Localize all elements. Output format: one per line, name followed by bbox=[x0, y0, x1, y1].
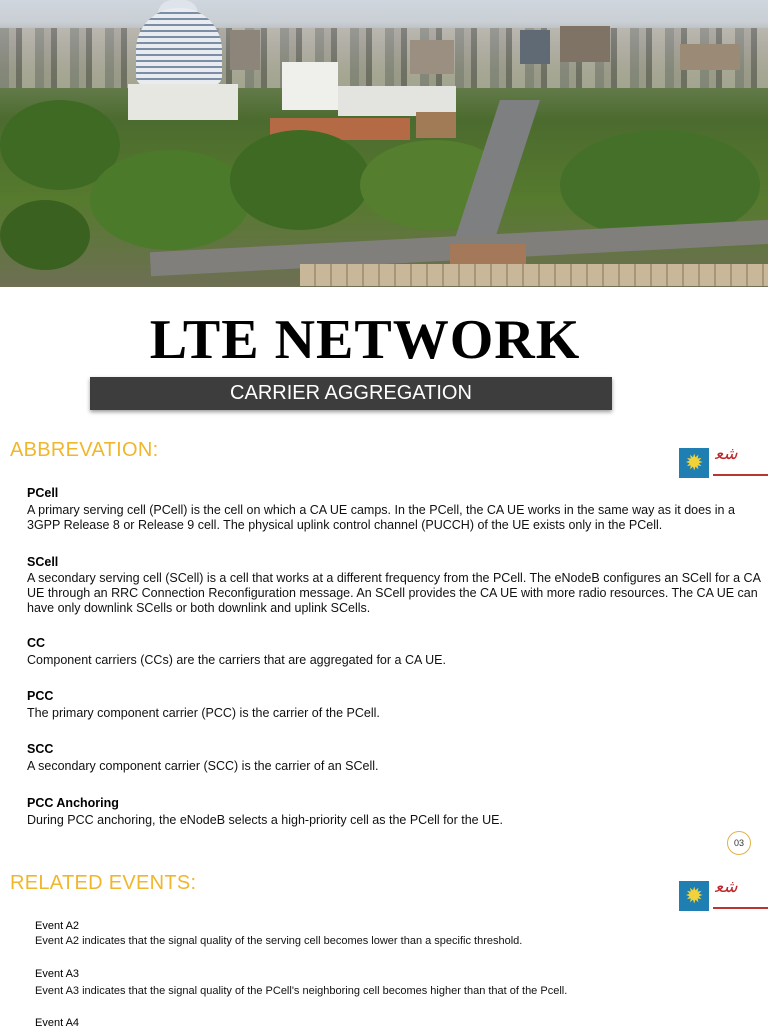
logo-icon: ✹ ﺷﻌ bbox=[679, 881, 767, 915]
hero-city-photo bbox=[0, 0, 768, 287]
term-scell: SCell bbox=[27, 555, 59, 569]
term-cc: CC bbox=[27, 636, 46, 650]
desc-scell: A secondary serving cell (SCell) is a cell that works at a different frequency from the PCell. The eNodeB configures an SCell for a CA UE through an RRC Connection Reconfiguration message. An SCell provides the CA UE with more radio resources. The CA UE can have only downlink SCells or both downlink and uplink SCells. bbox=[27, 571, 761, 615]
event-a2-desc: Event A2 indicates that the signal quality of the serving cell becomes lower than a specific threshold. bbox=[35, 935, 523, 947]
desc-scc: A secondary component carrier (SCC) is the carrier of an SCell. bbox=[27, 759, 379, 773]
desc-pcc-anchoring: During PCC anchoring, the eNodeB selects a high-priority cell as the PCell for the UE. bbox=[27, 813, 503, 827]
term-pcc: PCC bbox=[27, 689, 54, 703]
page-title: LTE NETWORK bbox=[149, 309, 581, 371]
desc-pcc: The primary component carrier (PCC) is the carrier of the PCell. bbox=[27, 706, 380, 720]
logo-icon: ✹ ﺷﻌ bbox=[679, 448, 767, 482]
event-a3-name: Event A3 bbox=[35, 968, 80, 980]
event-a4-name: Event A4 bbox=[35, 1017, 80, 1029]
desc-cc: Component carriers (CCs) are the carriers that are aggregated for a CA UE. bbox=[27, 653, 446, 667]
abbreviation-heading: ABBREVATION: bbox=[10, 439, 159, 461]
events-heading: RELATED EVENTS: bbox=[10, 872, 197, 894]
event-a2-name: Event A2 bbox=[35, 920, 80, 932]
desc-pcell: A primary serving cell (PCell) is the cell on which a CA UE camps. In the PCell, the CA UE works in the same way as it does in a 3GPP Release 8 or Release 9 cell. The physical uplink control channel (PUCCH) of the UE exists only in the PCell. bbox=[27, 503, 735, 532]
term-pcell: PCell bbox=[27, 486, 59, 500]
subtitle-banner: CARRIER AGGREGATION bbox=[90, 377, 612, 410]
term-pcc-anchoring: PCC Anchoring bbox=[27, 796, 119, 810]
term-scc: SCC bbox=[27, 742, 54, 756]
page-number-badge: 03 bbox=[727, 831, 751, 855]
event-a3-desc: Event A3 indicates that the signal quality of the PCell's neighboring cell becomes higher than that of the Pcell. bbox=[35, 985, 568, 997]
